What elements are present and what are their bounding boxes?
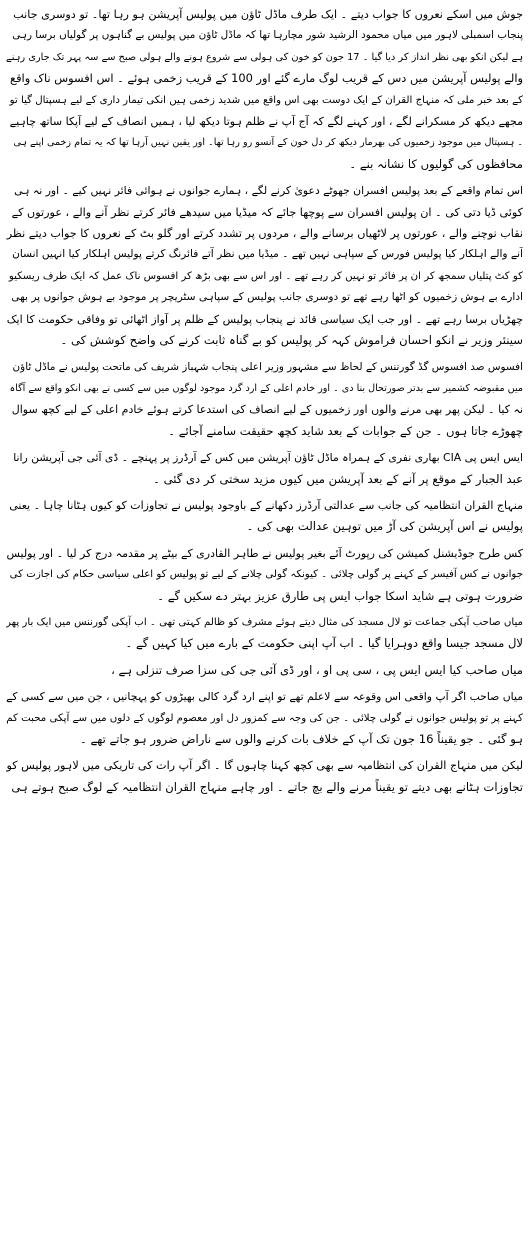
- text-line: مجھے دیکھ کر مسکرانے لگے ، اور کہنے لگے کہ آج آپ نے ظلم ہوتا دیکھ لیا ، ہمیں انصاف کے لیے آپکا ساتھ چاہیے: [9, 115, 523, 129]
- paragraph: [6, 612, 523, 655]
- text-line: چھوڑے جاتا ہوں ۔ جن کے جوابات کے بعد شاید کچھ حقیقت سامنے آجائے ۔: [168, 423, 523, 438]
- text-line: میں مقبوضہ کشمیر سے بدتر صورتحال بنا دی ۔ اور خادم اعلی کے ارد گرد موجود لوگوں میں سے کسی نے بھی انکو واقع سے آگاہ: [9, 382, 523, 394]
- text-line: جوش میں اسکے نعروں کا جواب دیتے ۔ ایک طرف ماڈل ٹاؤن میں پولیس آپریشن ہو رہا تھا۔ تو دوسری جانب: [13, 8, 523, 21]
- text-line: لیکن میں منہاج القران کی انتظامیہ سے بھی کچھ کہنا چاہوں گا ۔ اگر آپ رات کی تاریکی میں لاہور پولیس کو: [6, 759, 523, 773]
- paragraph: [6, 357, 523, 443]
- text-line: کس طرح جوڈیشنل کمیشن کی رپورٹ آئے بغیر پولیس نے طاہر القادری کے بیٹے پر مقدمہ درج کر لیا ۔ اور پولیس: [6, 546, 523, 560]
- paragraph: [6, 495, 523, 538]
- text-line: میاں صاحب کیا ایس ایس پی ، سی پی او ، اور ڈی آئی جی کی سزا صرف تنزلی ہے ،: [111, 662, 523, 677]
- text-line: ہو گئی ۔ جو یقیناً 16 جون تک آپ کے خلاف بات کرنے والوں سے ناراض ضرور ہو جاتے تھے ۔: [79, 732, 523, 746]
- text-line: اس تمام واقعے کے بعد پولیس افسران جھوٹے دعویٰ کرنے لگے ، ہمارے جوانوں نے ہوائی فائر نہیں کیے ۔ اور نہ ہی: [14, 184, 523, 198]
- text-line: کوئی ڈیا دتی کی ۔ ان پولیس افسران سے پوچھا جائے کہ میڈیا میں سیدھے فائر کرتے نظر آنے والے ، عورتوں کے: [11, 205, 523, 219]
- paragraph: [6, 755, 523, 798]
- text-line: لال مسجد جیسا واقع دوہرایا گیا ۔ اب آپ اپنی حکومت کے بارے میں کیا کہیں گے ۔: [125, 636, 523, 651]
- text-line: چھڑیاں برسا رہے تھے ۔ اور جب ایک سیاسی قائد نے پنجاب پولیس کے ظلم پر آواز اٹھائی تو وفاقی حکومت کا ایک: [6, 312, 523, 326]
- text-line: کو کٹ پتلیاں سمجھ کر ان پر فائر تو نہیں کر رہے تھے ۔ اور اس سے بھی بڑھ کر افسوس ناک عمل کہ ایک طرف ریسکیو: [8, 270, 523, 282]
- text-line: میاں صاحب آپکی جماعت تو لال مسجد کی مثال دیتے ہوئے مشرف کو ظالم کہتی تھی ۔ اب آپکی گورننس میں ایک بار پھر: [6, 616, 523, 628]
- text-line: ایس ایس پی CIA بھاری نفری کے ہمراہ ماڈل ٹاؤن آپریشن میں کس کے آرڈرز پر پہنچے ۔ ڈی آئی جی آپریشن رانا: [13, 451, 523, 465]
- paragraph: [6, 686, 523, 750]
- text-line: منہاج القران انتظامیہ کی جانب سے عدالتی آرڈرز دکھانے کے باوجود پولیس نے تجاوزات کو کیوں ہٹانا چاہا ۔ یعنی: [9, 498, 523, 512]
- text-line: تجاوزات ہٹانے بھی دیتے تو یقیناً مرنے والے بچ جاتے ۔ اور چاہے منہاج القران انتظامیہ کے لوگ صبح ہوتے ہی: [11, 779, 523, 794]
- paragraph: [6, 543, 523, 607]
- text-line: جوانوں نے کس آفیسر کے کہنے پر گولی چلائی ۔ کیونکہ گولی چلانے کے لیے تو پولیس کو اعلی سیاسی حکام کی اجازت کی: [9, 569, 523, 581]
- text-line: ہے لیکن انکو بھی نظر انداز کر دیا گیا ۔ 17 جون کو خون کی ہولی سے شروع ہونے والے ہولی صبح سے سہ پہر تک جاری رہنے: [6, 51, 523, 63]
- text-line: ۔ ہسپتال میں موجود زخمیوں کی بھرمار دیکھ کر دل خون کے آنسو رو رہا تھا۔ اور یقین نہیں آرہا تھا کہ یہ تمام زخمی اپنے ہی: [13, 137, 523, 149]
- text-line: میاں صاحب اگر آپ واقعی اس وقوعہ سے لاعلم تھے تو اپنے ارد گرد کالی بھیڑوں کو پہچانیں ، جن میں سے کسی کے: [6, 690, 523, 704]
- text-line: عبد الجبار کے موقع پر آنے کے بعد آپریشن میں کیوں مزید سختی کر دی گئی ۔: [153, 471, 523, 486]
- paragraph: [6, 4, 523, 175]
- paragraph: [6, 660, 523, 681]
- paragraph: [6, 180, 523, 351]
- text-line: ضرورت ہوتی ہے شاید اسکا جواب ایس پی طارق عزیز بہتر دے سکیں گے ۔: [157, 588, 523, 603]
- text-line: والے پولیس آپریشن میں دس کے قریب لوگ مارے گئے اور 100 کے قریب زخمی ہوئے ۔ اس افسوس ناک واقع: [10, 71, 523, 86]
- text-line: پولیس نے اس آپریشن کی آڑ میں توہین عدالت بھی کی ۔: [246, 519, 523, 534]
- text-line: سینئر وزیر نے انکو احسان فراموش کہہ کر پولیس کو بے گناہ ثابت کرنے کی واضح کوشش کی ۔: [60, 333, 523, 348]
- text-line: کے بعد خبر ملی کہ منہاج القران کے ایک دوست بھی اس واقع میں شدید زخمی ہیں انکی تیمار داری کے لیے ہسپتال گیا تو: [9, 94, 523, 106]
- text-line: محافظوں کی گولیوں کا نشانہ بنے ۔: [349, 156, 523, 171]
- text-line: پنجاب اسمبلی لاہور میں میاں محمود الرشید شور مچارہا تھا کہ ماڈل ٹاؤن میں پولیس بے گناہوں پر گولیاں برسا رہی: [12, 29, 523, 42]
- text-line: آنے والے اہلکار کیا پولیس فورس کے سپاہی نہیں تھے ۔ میڈیا میں نظر آتے فائرنگ کرتے پولیس اہلکار کیا انہیں انسان: [12, 248, 523, 261]
- text-line: نہ کیا ۔ لیکن پھر بھی مرنے والوں اور زخمیوں کے لیے انصاف کی استدعا کرتے ہوئے خادم اعلی کے لیے کچھ سوال: [11, 403, 523, 417]
- text-line: افسوس صد افسوس گڈ گورننس کے لحاظ سے مشہور وزیر اعلی پنجاب شہباز شریف کی ماتحت پولیس نے ماڈل ٹاؤن: [12, 360, 523, 373]
- article-body: [6, 4, 523, 798]
- text-line: ادارے بے ہوش زخمیوں کو اٹھا رہے تھے تو دوسری جانب پولیس کے سپاہی سٹریچر پر موجود بے ہوش جوانوں پر بھی: [11, 291, 523, 304]
- paragraph: [6, 447, 523, 490]
- text-line: کہنے پر تو پولیس جوانوں نے گولی چلائی ۔ جن کی وجہ سے کمزور دل اور معصوم لوگوں کے دلوں میں سے آپکی محبت کم: [6, 712, 523, 724]
- text-line: نقاب نوچنے والے ، عورتوں پر لاٹھیاں برسانے والے ، مردوں پر تشدد کرتے اور گلو بٹ کے نعروں کا جواب دیتے نظر: [6, 227, 523, 241]
